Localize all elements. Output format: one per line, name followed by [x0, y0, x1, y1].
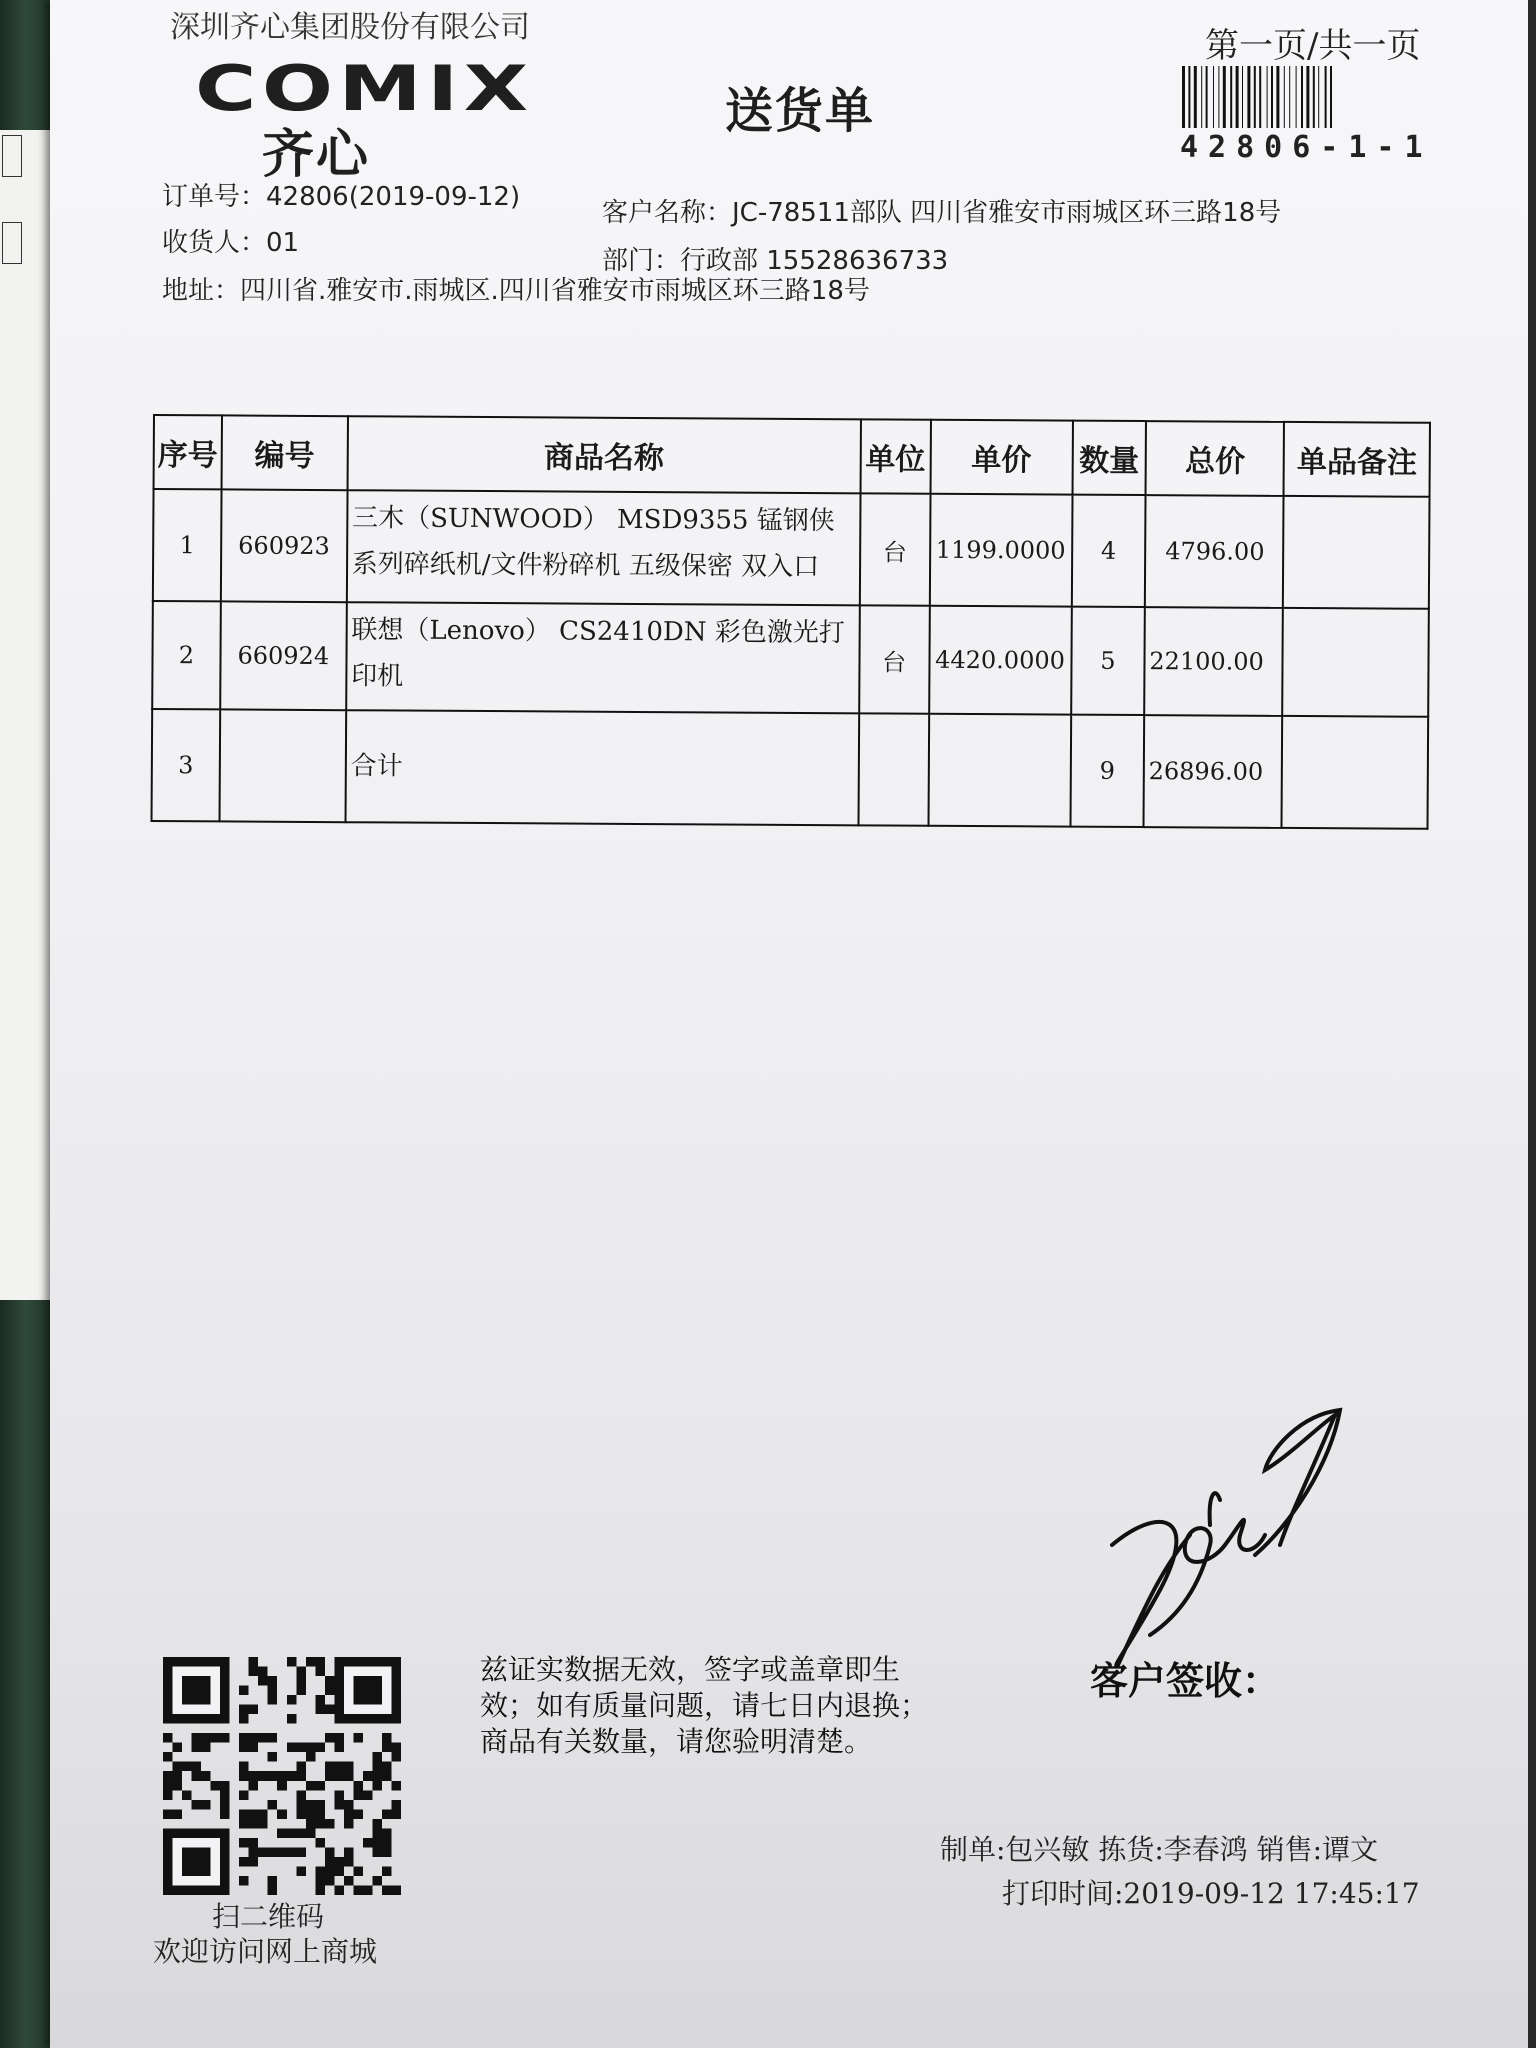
header-product-name: 商品名称 — [347, 416, 860, 493]
cell-product-name: 合计 — [345, 710, 859, 825]
customer-signature-label: 客户签收： — [1090, 1659, 1281, 1703]
cell-total: 4796.00 — [1145, 495, 1284, 608]
logo-english: COMIX — [195, 52, 534, 125]
notice-line: 效；如有质量问题，请七日内退换； — [480, 1689, 929, 1722]
cell-code — [219, 709, 346, 822]
company-name: 深圳齐心集团股份有限公司 — [170, 10, 530, 45]
header-total: 总价 — [1146, 421, 1284, 496]
cell-unit-price: 1199.0000 — [929, 494, 1072, 607]
desk-edge — [1528, 0, 1536, 2048]
cell-item-note — [1282, 716, 1428, 829]
order-number: 订单号：42806(2019-09-12) — [162, 182, 521, 212]
cell-item-note — [1283, 496, 1429, 609]
barcode — [1180, 66, 1430, 128]
header-seq: 序号 — [154, 415, 222, 489]
receiver: 收货人：01 — [162, 228, 300, 258]
notice-line: 兹证实数据无效，签字或盖章即生 — [480, 1653, 901, 1686]
cell-seq: 2 — [152, 601, 221, 709]
cell-unit-price: 4420.0000 — [929, 606, 1072, 715]
notice-text — [480, 1652, 1000, 1760]
document-title: 送货单 — [725, 83, 876, 139]
table-header-row — [154, 415, 1430, 497]
qr-caption-welcome: 欢迎访问网上商城 — [153, 1935, 378, 1968]
table-row — [152, 709, 1429, 829]
header-unit: 单位 — [860, 419, 930, 493]
items-table — [151, 414, 1431, 830]
cell-quantity: 4 — [1071, 495, 1146, 607]
cell-unit: 台 — [859, 605, 930, 713]
cell-unit-price — [928, 714, 1071, 827]
header-quantity: 数量 — [1072, 421, 1146, 495]
cell-total: 22100.00 — [1145, 607, 1284, 716]
table-row — [152, 601, 1429, 717]
underlying-sheet-mark — [2, 222, 22, 264]
department: 部门：行政部 15528636733 — [602, 246, 949, 276]
header-item-note: 单品备注 — [1284, 422, 1430, 497]
underlying-sheet-mark — [2, 135, 22, 177]
address: 地址：四川省.雅安市.雨城区.四川省雅安市雨城区环三路18号 — [162, 276, 870, 306]
barcode-number: 42806-1-1 — [1180, 130, 1433, 165]
customer-name: 客户名称：JC-78511部队 四川省雅安市雨城区环三路18号 — [602, 198, 1282, 228]
header-code: 编号 — [221, 415, 347, 490]
logo-chinese: 齐心 — [262, 125, 371, 185]
qr-caption-scan: 扫二维码 — [212, 1900, 325, 1933]
cell-item-note — [1283, 608, 1429, 717]
cell-quantity: 5 — [1071, 607, 1146, 715]
qr-code — [163, 1657, 401, 1895]
cell-product-name: 联想（Lenovo） CS2410DN 彩色激光打印机 — [346, 602, 860, 713]
notice-line: 商品有关数量，请您验明清楚。 — [480, 1725, 873, 1758]
table-row — [153, 489, 1430, 609]
cell-quantity: 9 — [1070, 715, 1145, 827]
cell-code: 660924 — [220, 601, 347, 710]
cell-seq: 1 — [153, 489, 222, 601]
print-time: 打印时间:2019-09-12 17:45:17 — [1002, 1877, 1420, 1910]
cell-code: 660923 — [221, 489, 348, 602]
cell-total: 26896.00 — [1144, 715, 1283, 828]
page-indicator: 第一页/共一页 — [1205, 26, 1421, 66]
cell-product-name: 三木（SUNWOOD） MSD9355 锰钢侠系列碎纸机/文件粉碎机 五级保密 双入口 — [347, 490, 861, 605]
cell-unit — [858, 713, 929, 825]
header-unit-price: 单价 — [930, 420, 1072, 495]
staff-line: 制单:包兴敏 拣货:李春鸿 销售:谭文 — [940, 1833, 1379, 1866]
cell-seq: 3 — [152, 709, 221, 821]
cell-unit: 台 — [860, 493, 931, 605]
